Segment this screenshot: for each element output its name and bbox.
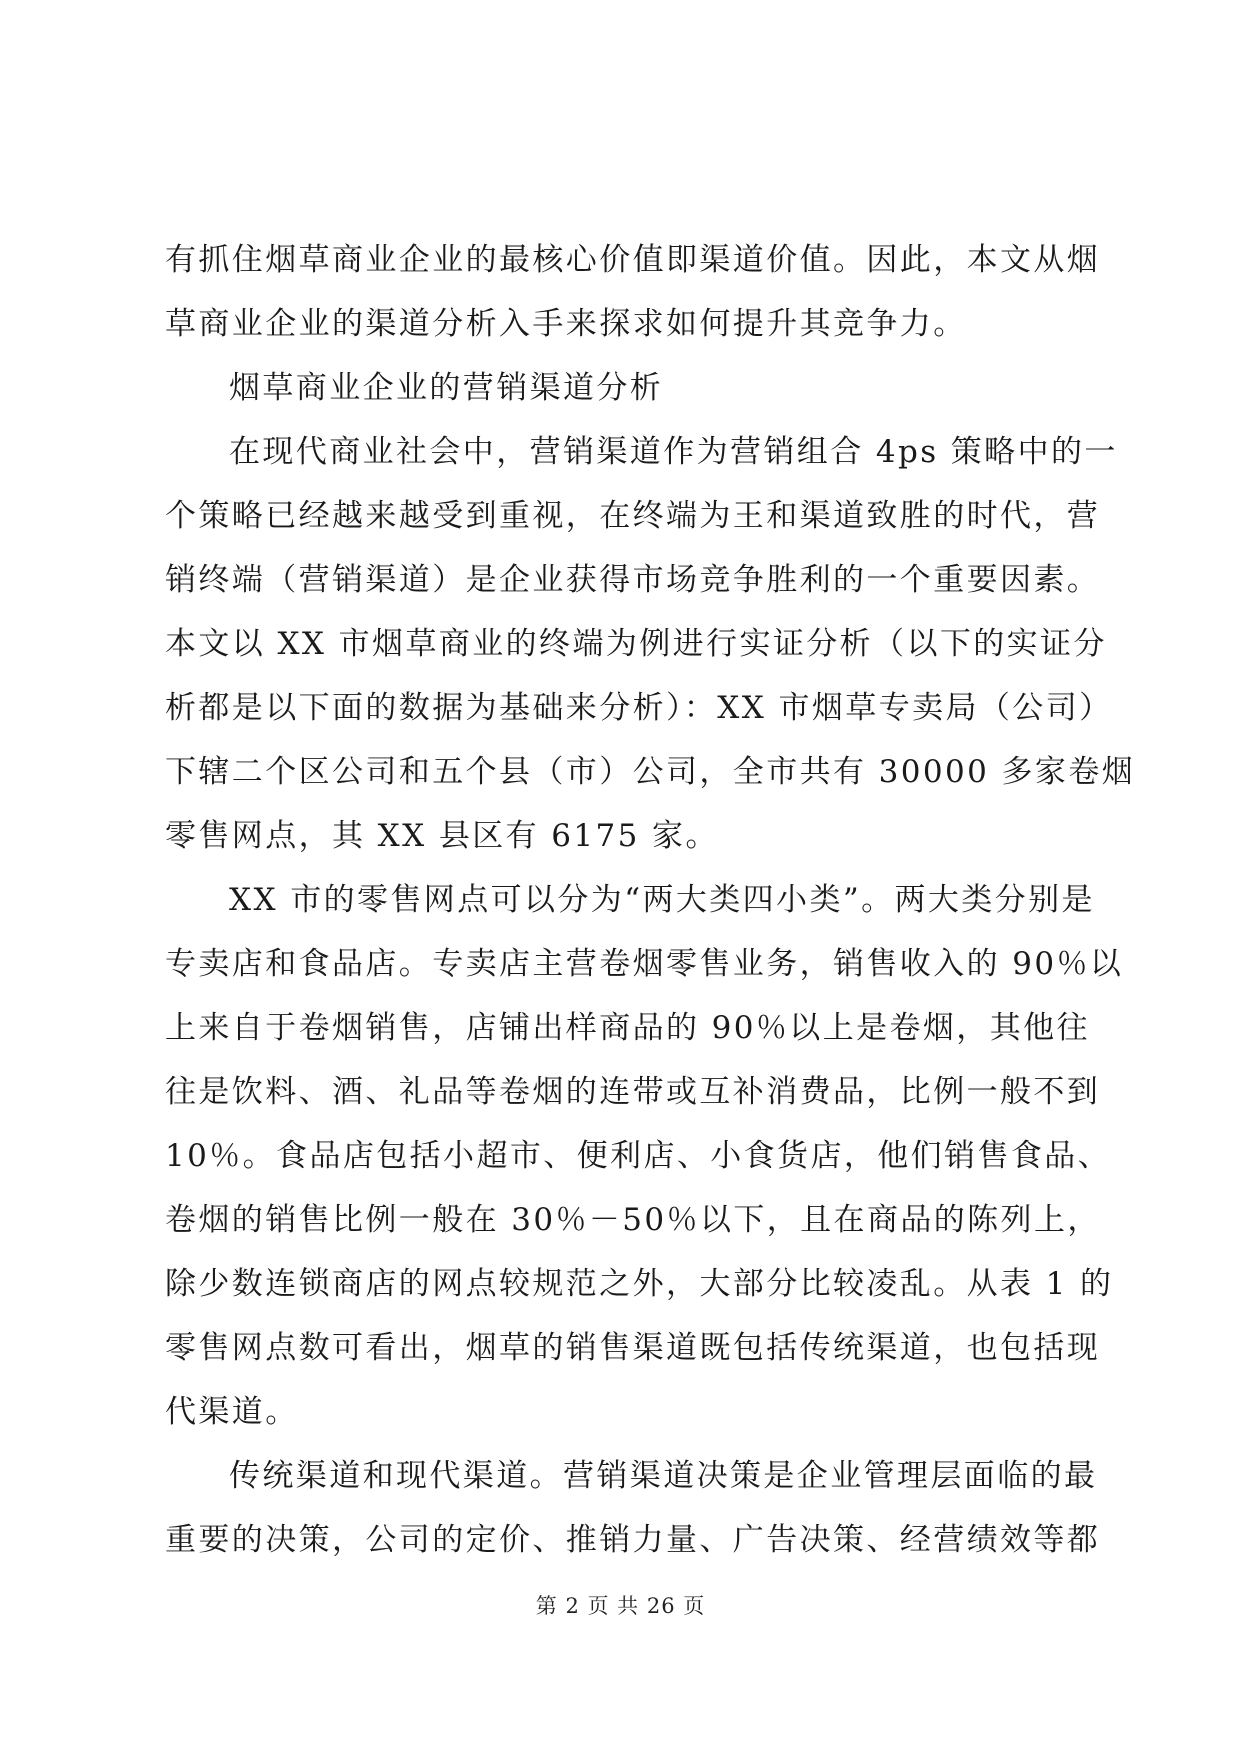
- text-line: 本文以 XX 市烟草商业的终端为例进行实证分析（以下的实证分: [165, 626, 1107, 662]
- text-line: 10％。食品店包括小超市、便利店、小食货店，他们销售食品、: [165, 1138, 1112, 1174]
- text-line: 往是饮料、酒、礼品等卷烟的连带或互补消费品，比例一般不到: [165, 1074, 1101, 1110]
- text-line: 个策略已经越来越受到重视，在终端为王和渠道致胜的时代，营: [165, 498, 1101, 534]
- document-body: [165, 228, 1136, 1572]
- text-line: 专卖店和食品店。专卖店主营卷烟零售业务，销售收入的 90％以: [165, 946, 1124, 982]
- text-line: 上来自于卷烟销售，店铺出样商品的 90％以上是卷烟，其他往: [165, 1010, 1090, 1046]
- text-line: 草商业企业的渠道分析入手来探求如何提升其竞争力。: [165, 306, 967, 342]
- page-number-footer: 第 2 页 共 26 页: [535, 1594, 706, 1618]
- text-line: 传统渠道和现代渠道。营销渠道决策是企业管理层面临的最: [229, 1458, 1098, 1494]
- text-line: 在现代商业社会中，营销渠道作为营销组合 4ps 策略中的一: [229, 434, 1118, 470]
- text-line: 重要的决策，公司的定价、推销力量、广告决策、经营绩效等都: [165, 1522, 1101, 1558]
- section-heading: 烟草商业企业的营销渠道分析: [229, 370, 664, 406]
- text-line: 下辖二个区公司和五个县（市）公司，全市共有 30000 多家卷烟: [165, 754, 1136, 790]
- text-line: 有抓住烟草商业企业的最核心价值即渠道价值。因此，本文从烟: [165, 242, 1101, 278]
- text-line: 零售网点数可看出，烟草的销售渠道既包括传统渠道，也包括现: [165, 1330, 1101, 1366]
- text-line: 销终端（营销渠道）是企业获得市场竞争胜利的一个重要因素。: [165, 562, 1101, 598]
- text-line: 除少数连锁商店的网点较规范之外，大部分比较凌乱。从表 1 的: [165, 1266, 1114, 1302]
- text-line: 代渠道。: [165, 1394, 299, 1430]
- text-line: XX 市的零售网点可以分为“两大类四小类”。两大类分别是: [229, 882, 1095, 918]
- text-line: 零售网点，其 XX 县区有 6175 家。: [165, 818, 719, 854]
- text-line: 析都是以下面的数据为基础来分析）：XX 市烟草专卖局（公司）: [165, 690, 1113, 726]
- text-line: 卷烟的销售比例一般在 30％－50％以下，且在商品的陈列上，: [165, 1202, 1101, 1238]
